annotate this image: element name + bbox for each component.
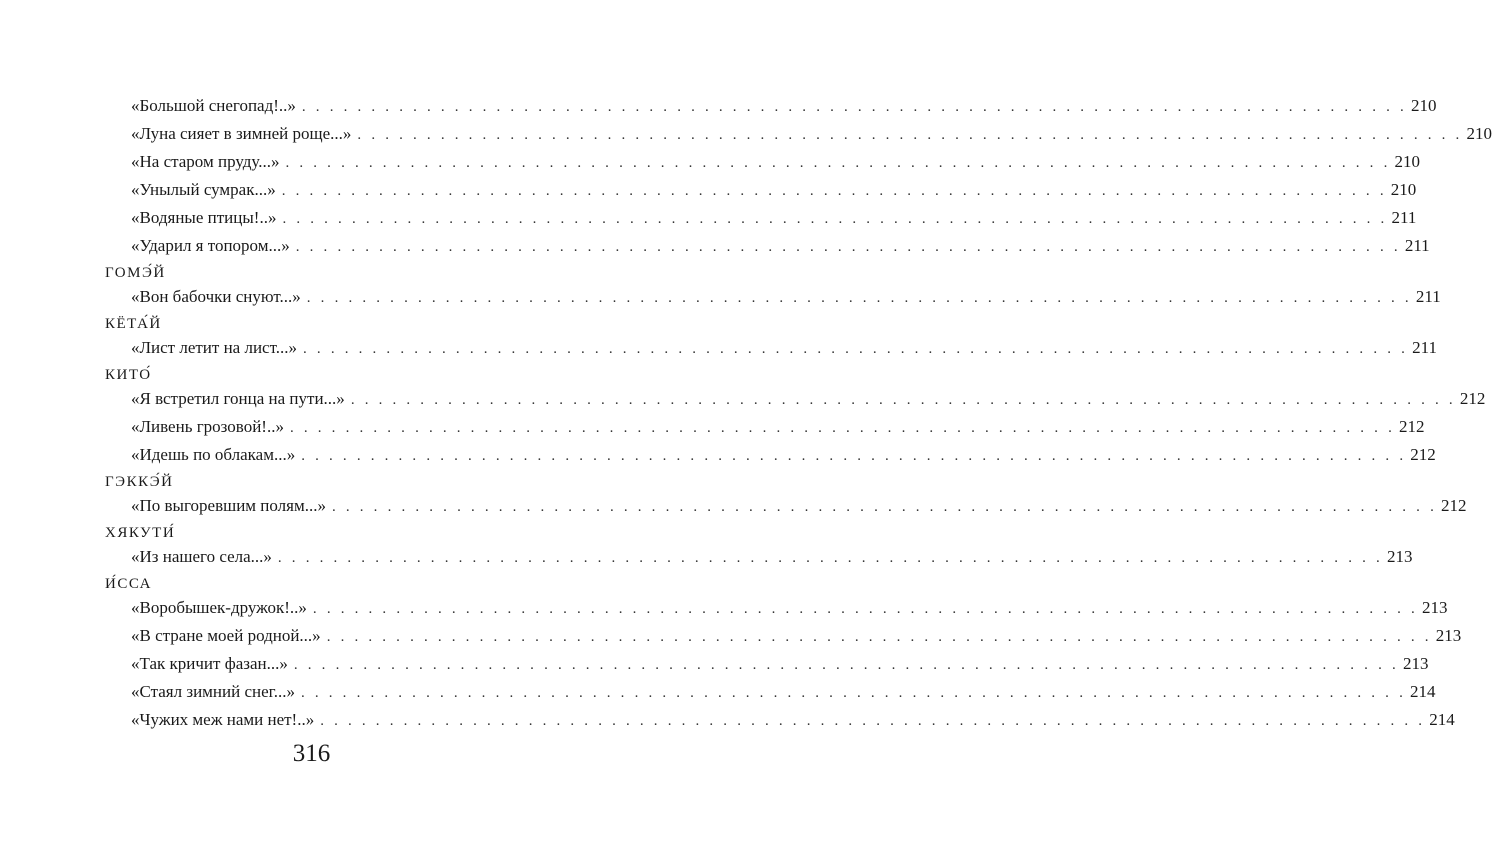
entry-page-number: 211 bbox=[1412, 338, 1437, 357]
dot-leader: . . . . . . . . . . . . . . . . . . . . . . . . . . . . . . . . . . . . . . . . . . . . . . . . . . . . . . . . . . . . . . . . . . . . . . . . . . . . . . . . bbox=[350, 392, 1456, 408]
dot-leader: . . . . . . . . . . . . . . . . . . . . . . . . . . . . . . . . . . . . . . . . . . . . . . . . . . . . . . . . . . . . . . . . . . . . . . . . . . . . . . . . bbox=[295, 239, 1401, 255]
entry-title: «Идешь по облакам...» bbox=[131, 445, 296, 464]
dot-leader: . . . . . . . . . . . . . . . . . . . . . . . . . . . . . . . . . . . . . . . . . . . . . . . . . . . . . . . . . . . . . . . . . . . . . . . . . . . . . . . . bbox=[281, 183, 1387, 199]
toc-entry bbox=[105, 148, 1421, 176]
entry-page-number: 214 bbox=[1410, 682, 1436, 701]
entry-page-number: 214 bbox=[1429, 710, 1455, 729]
toc-entry bbox=[105, 678, 1436, 706]
toc-entry bbox=[105, 650, 1429, 678]
dot-leader: . . . . . . . . . . . . . . . . . . . . . . . . . . . . . . . . . . . . . . . . . . . . . . . . . . . . . . . . . . . . . . . . . . . . . . . . . . . . . . . . bbox=[301, 99, 1407, 115]
entry-title: «На старом пруду...» bbox=[131, 152, 280, 171]
entry-page-number: 213 bbox=[1421, 598, 1448, 617]
entry-page-number: 213 bbox=[1386, 547, 1413, 566]
toc-entry bbox=[105, 204, 1417, 232]
entry-page-number: 212 bbox=[1399, 417, 1425, 436]
toc-entry bbox=[105, 413, 1425, 441]
author-heading: ХЯКУТИ́ bbox=[105, 525, 176, 541]
dot-leader: . . . . . . . . . . . . . . . . . . . . . . . . . . . . . . . . . . . . . . . . . . . . . . . . . . . . . . . . . . . . . . . . . . . . . . . . . . . . . . . . bbox=[306, 290, 1412, 306]
dot-leader: . . . . . . . . . . . . . . . . . . . . . . . . . . . . . . . . . . . . . . . . . . . . . . . . . . . . . . . . . . . . . . . . . . . . . . . . . . . . . . . . bbox=[301, 448, 1407, 464]
entry-title: «Чужих меж нами нет!..» bbox=[131, 710, 315, 729]
entry-title: «Водяные птицы!..» bbox=[131, 208, 277, 227]
toc-entry bbox=[105, 706, 1455, 734]
entry-title: «Луна сияет в зимней роще...» bbox=[131, 124, 352, 143]
dot-leader: . . . . . . . . . . . . . . . . . . . . . . . . . . . . . . . . . . . . . . . . . . . . . . . . . . . . . . . . . . . . . . . . . . . . . . . . . . . . . . . . bbox=[285, 155, 1391, 171]
dot-leader: . . . . . . . . . . . . . . . . . . . . . . . . . . . . . . . . . . . . . . . . . . . . . . . . . . . . . . . . . . . . . . . . . . . . . . . . . . . . . . . . bbox=[320, 713, 1426, 729]
toc-entry bbox=[105, 492, 1467, 520]
entry-title: «Ливень грозовой!..» bbox=[131, 417, 284, 436]
toc-entry bbox=[105, 283, 1441, 311]
entry-title: «Вон бабочки снуют...» bbox=[131, 287, 301, 306]
entry-title: «Из нашего села...» bbox=[131, 547, 272, 566]
dot-leader: . . . . . . . . . . . . . . . . . . . . . . . . . . . . . . . . . . . . . . . . . . . . . . . . . . . . . . . . . . . . . . . . . . . . . . . . . . . . . . . . bbox=[282, 211, 1388, 227]
entry-page-number: 210 bbox=[1466, 124, 1492, 143]
entry-title: «Воробышек-дружок!..» bbox=[131, 598, 307, 617]
entry-page-number: 213 bbox=[1402, 654, 1429, 673]
toc-entry bbox=[105, 385, 1486, 413]
entry-title: «По выгоревшим полям...» bbox=[131, 496, 326, 515]
entry-page-number: 210 bbox=[1390, 180, 1417, 199]
page-number: 316 bbox=[292, 740, 331, 767]
author-heading: И́ССА bbox=[105, 576, 152, 592]
entry-page-number: 212 bbox=[1410, 445, 1436, 464]
entry-title: «Стаял зимний снег...» bbox=[131, 682, 295, 701]
toc-entry bbox=[105, 543, 1413, 571]
toc-entry bbox=[105, 92, 1437, 120]
entry-title: «Большой снегопад!..» bbox=[131, 96, 296, 115]
toc-entry bbox=[105, 622, 1462, 650]
author-heading: КЁТА́Й bbox=[105, 316, 162, 332]
entry-page-number: 211 bbox=[1404, 236, 1430, 255]
entry-title: «Унылый сумрак...» bbox=[131, 180, 276, 199]
author-heading: ГЭККЭ́Й bbox=[105, 474, 174, 490]
dot-leader: . . . . . . . . . . . . . . . . . . . . . . . . . . . . . . . . . . . . . . . . . . . . . . . . . . . . . . . . . . . . . . . . . . . . . . . . . . . . . . . . bbox=[277, 550, 1383, 566]
entry-page-number: 210 bbox=[1410, 96, 1437, 115]
entry-page-number: 212 bbox=[1441, 496, 1467, 515]
dot-leader: . . . . . . . . . . . . . . . . . . . . . . . . . . . . . . . . . . . . . . . . . . . . . . . . . . . . . . . . . . . . . . . . . . . . . . . . . . . . . . . . bbox=[293, 657, 1399, 673]
entry-page-number: 213 bbox=[1435, 626, 1462, 645]
dot-leader: . . . . . . . . . . . . . . . . . . . . . . . . . . . . . . . . . . . . . . . . . . . . . . . . . . . . . . . . . . . . . . . . . . . . . . . . . . . . . . . . bbox=[331, 499, 1438, 515]
toc-entry bbox=[105, 594, 1448, 622]
entry-page-number: 212 bbox=[1459, 389, 1486, 408]
toc-entry bbox=[105, 232, 1430, 260]
entry-page-number: 211 bbox=[1415, 287, 1441, 306]
toc-entry bbox=[105, 441, 1436, 469]
dot-leader: . . . . . . . . . . . . . . . . . . . . . . . . . . . . . . . . . . . . . . . . . . . . . . . . . . . . . . . . . . . . . . . . . . . . . . . . . . . . . . . . bbox=[303, 341, 1409, 357]
toc-entry bbox=[105, 176, 1417, 204]
entry-title: «Я встретил гонца на пути...» bbox=[131, 389, 345, 408]
entry-title: «Лист летит на лист...» bbox=[131, 338, 298, 357]
toc-entry bbox=[105, 334, 1437, 362]
entry-title: «В стране моей родной...» bbox=[131, 626, 321, 645]
dot-leader: . . . . . . . . . . . . . . . . . . . . . . . . . . . . . . . . . . . . . . . . . . . . . . . . . . . . . . . . . . . . . . . . . . . . . . . . . . . . . . . . bbox=[300, 685, 1407, 701]
entry-page-number: 211 bbox=[1391, 208, 1417, 227]
dot-leader: . . . . . . . . . . . . . . . . . . . . . . . . . . . . . . . . . . . . . . . . . . . . . . . . . . . . . . . . . . . . . . . . . . . . . . . . . . . . . . . . bbox=[357, 127, 1463, 143]
entry-title: «Ударил я топором...» bbox=[131, 236, 290, 255]
table-of-contents bbox=[105, 92, 1492, 734]
toc-entry bbox=[105, 120, 1492, 148]
dot-leader: . . . . . . . . . . . . . . . . . . . . . . . . . . . . . . . . . . . . . . . . . . . . . . . . . . . . . . . . . . . . . . . . . . . . . . . . . . . . . . . . bbox=[312, 601, 1418, 617]
dot-leader: . . . . . . . . . . . . . . . . . . . . . . . . . . . . . . . . . . . . . . . . . . . . . . . . . . . . . . . . . . . . . . . . . . . . . . . . . . . . . . . . bbox=[289, 420, 1396, 436]
entry-title: «Так кричит фазан...» bbox=[131, 654, 288, 673]
dot-leader: . . . . . . . . . . . . . . . . . . . . . . . . . . . . . . . . . . . . . . . . . . . . . . . . . . . . . . . . . . . . . . . . . . . . . . . . . . . . . . . . bbox=[326, 629, 1432, 645]
author-heading: КИТО́ bbox=[105, 367, 152, 383]
entry-page-number: 210 bbox=[1394, 152, 1421, 171]
author-heading: ГОМЭ́Й bbox=[105, 265, 166, 281]
